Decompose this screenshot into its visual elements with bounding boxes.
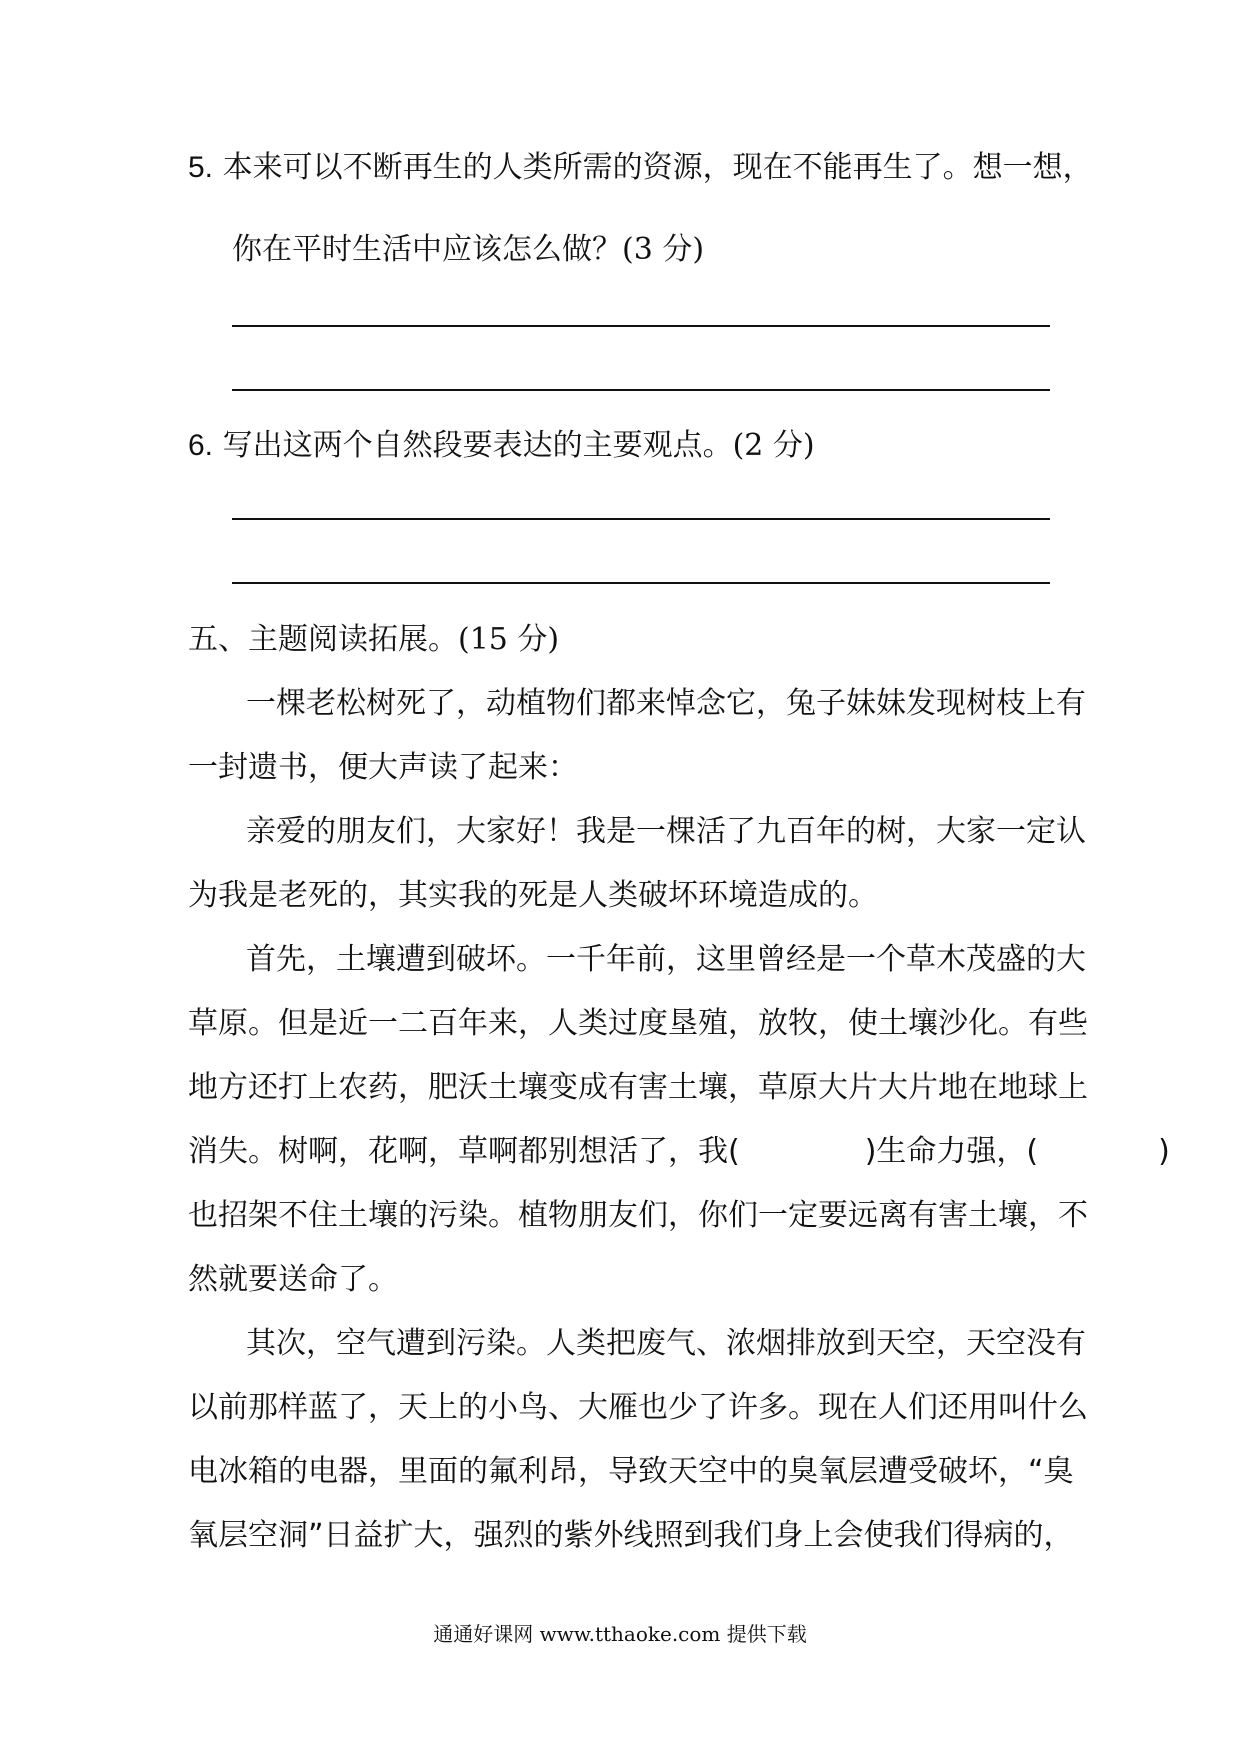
answer-line-q6-2[interactable] — [232, 582, 1050, 584]
paragraph-1-line-1: 一棵老松树死了，动植物们都来悼念它，兔子妹妹发现树枝上有 — [246, 686, 1086, 721]
fill-in-text-a: 消失。树啊，花啊，草啊都别想活了，我( — [188, 1134, 740, 1169]
paragraph-4-line-2: 以前那样蓝了，天上的小鸟、大雁也少了许多。现在人们还用叫什么 — [188, 1390, 1088, 1425]
question-6-number: 6. — [188, 429, 214, 462]
paragraph-1-line-2: 一封遗书，便大声读了起来： — [188, 750, 578, 785]
paragraph-2-line-2: 为我是老死的，其实我的死是人类破坏环境造成的。 — [188, 878, 878, 913]
paragraph-3-line-6: 然就要送命了。 — [188, 1262, 398, 1297]
answer-line-q5-2[interactable] — [232, 389, 1050, 391]
paragraph-4-line-4: 氧层空洞”日益扩大，强烈的紫外线照到我们身上会使我们得病的， — [188, 1518, 1074, 1553]
paragraph-3-line-1: 首先，土壤遭到破坏。一千年前，这里曾经是一个草木茂盛的大 — [246, 942, 1086, 977]
page-footer: 通通好课网 www.tthaoke.com 提供下载 — [433, 1622, 807, 1646]
paragraph-2-line-1: 亲爱的朋友们，大家好！我是一棵活了九百年的树，大家一定认 — [246, 814, 1086, 849]
paragraph-3-line-3: 地方还打上农药，肥沃土壤变成有害土壤，草原大片大片地在地球上 — [188, 1070, 1088, 1105]
paragraph-3-line-2: 草原。但是近一二百年来，人类过度垦殖，放牧，使土壤沙化。有些 — [188, 1006, 1088, 1041]
question-5-line-1 — [188, 148, 1093, 188]
answer-line-q6-1[interactable] — [232, 518, 1050, 520]
section-5-heading: 五、主题阅读拓展。(15 分) — [188, 622, 560, 657]
fill-in-text-c: ) — [1158, 1134, 1170, 1169]
fill-in-text-b: )生命力强，( — [864, 1134, 1039, 1169]
question-5-text-1: 本来可以不断再生的人类所需的资源，现在不能再生了。想一想， — [222, 150, 1093, 185]
paragraph-4-line-1: 其次，空气遭到污染。人类把废气、浓烟排放到天空，天空没有 — [246, 1326, 1086, 1361]
question-5-text-2: 你在平时生活中应该怎么做？(3 分) — [232, 232, 705, 267]
question-5-number: 5. — [188, 151, 214, 184]
answer-line-q5-1[interactable] — [232, 325, 1050, 327]
question-6-line — [188, 426, 815, 466]
question-6-text: 写出这两个自然段要表达的主要观点。(2 分) — [222, 428, 815, 463]
paragraph-3-line-4 — [188, 1132, 1170, 1172]
paragraph-3-line-5: 也招架不住土壤的污染。植物朋友们，你们一定要远离有害土壤，不 — [188, 1198, 1088, 1233]
paragraph-4-line-3: 电冰箱的电器，里面的氟利昂，导致天空中的臭氧层遭受破坏，“臭 — [188, 1454, 1074, 1489]
